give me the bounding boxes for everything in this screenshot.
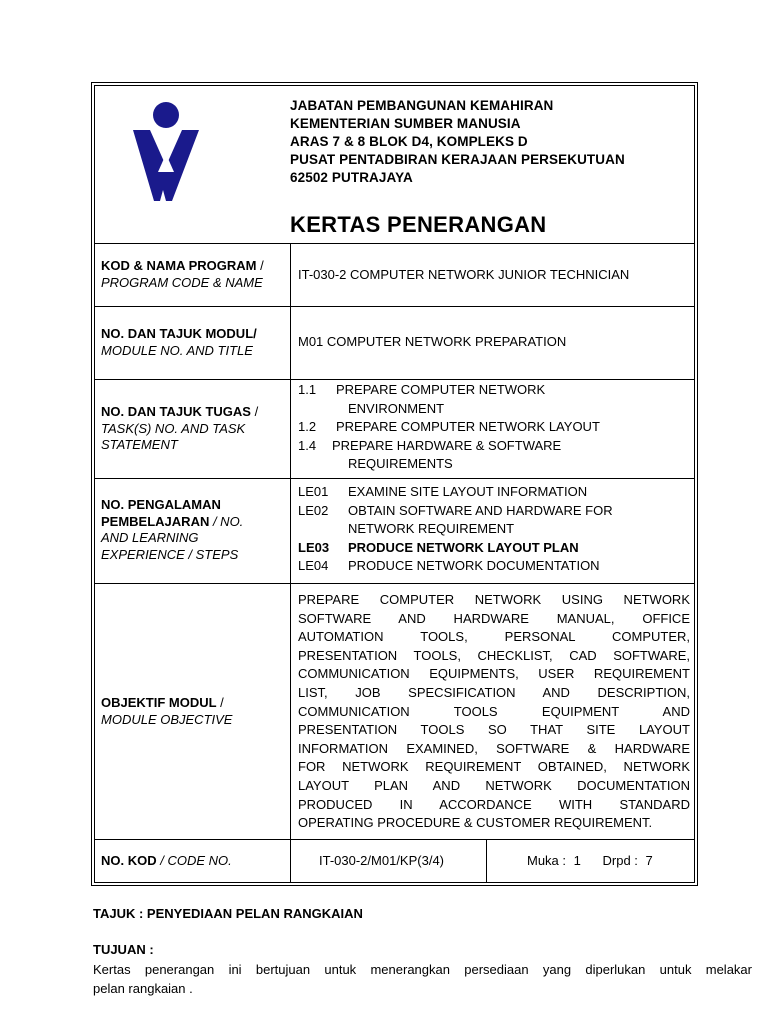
objective-line: SOFTWARE AND HARDWARE MANUAL, OFFICE <box>298 610 690 626</box>
experience-label <box>101 497 286 563</box>
experience-text: OBTAIN SOFTWARE AND HARDWARE FOR <box>348 502 613 518</box>
objective-line: FOR NETWORK REQUIREMENT OBTAINED, NETWORK <box>298 759 690 775</box>
total-pages: 7 <box>645 853 653 868</box>
task-number: 1.4 <box>298 437 317 453</box>
document-title: KERTAS PENERANGAN <box>290 212 547 237</box>
task-text: PREPARE COMPUTER NETWORK <box>336 382 546 397</box>
program-value: IT-030-2 COMPUTER NETWORK JUNIOR TECHNICIAN <box>298 267 630 282</box>
task-item-continuation: REQUIREMENTS <box>348 456 453 472</box>
objective-line: LAYOUT PLAN AND NETWORK DOCUMENTATION <box>298 777 690 793</box>
page-number: 1 <box>573 853 581 868</box>
row-divider <box>94 379 695 380</box>
experience-text: PRODUCE NETWORK LAYOUT PLAN <box>348 539 579 555</box>
experience-item <box>298 557 613 576</box>
label-italic: PROGRAM CODE & NAME <box>101 274 263 290</box>
total-pages-label: Drpd : <box>602 853 638 868</box>
objective-text <box>298 591 690 833</box>
row-divider <box>94 243 695 244</box>
objective-line: PRESENTATION TOOLS, CHECKLIST, CAD SOFTWARE, <box>298 647 690 663</box>
task-number: 1.1 <box>298 382 317 397</box>
address-line: ARAS 7 & 8 BLOK D4, KOMPLEKS D <box>290 134 528 149</box>
objective-line: OPERATING PROCEDURE & CUSTOMER REQUIREMENT. <box>298 815 653 831</box>
experience-code: LE03 <box>298 539 330 555</box>
row-divider <box>94 839 695 840</box>
objective-line: COMMUNICATION EQUIPMENTS, USER REQUIREMENT <box>298 666 690 682</box>
task-item-continuation: ENVIRONMENT <box>348 400 445 416</box>
label-italic: EXPERIENCE / STEPS <box>101 546 239 562</box>
experience-list <box>298 483 613 576</box>
label-italic: MODULE NO. AND TITLE <box>101 342 253 358</box>
objective-line: COMMUNICATION TOOLS EQUIPMENT AND <box>298 703 690 719</box>
task-text: PREPARE HARDWARE & SOFTWARE <box>332 437 562 453</box>
label-bold: NO. DAN TAJUK TUGAS <box>101 404 251 419</box>
row-divider <box>94 306 695 307</box>
task-item <box>298 418 600 437</box>
label-italic: / NO. <box>209 513 244 529</box>
page-label: Muka : <box>527 853 567 868</box>
experience-code: LE04 <box>298 558 329 574</box>
jpk-logo-icon <box>130 100 202 202</box>
label-bold: OBJEKTIF MODUL <box>101 695 217 710</box>
task-number: 1.2 <box>298 419 317 435</box>
label-separator: / <box>250 404 259 419</box>
objective-line: PREPARE COMPUTER NETWORK USING NETWORK <box>298 592 690 607</box>
objective-line: AUTOMATION TOOLS, PERSONAL COMPUTER, <box>298 629 690 645</box>
experience-item-continuation: NETWORK REQUIREMENT <box>348 521 515 537</box>
purpose-line: Kertas penerangan ini bertujuan untuk menerangkan persediaan yang diperlukan untuk melakar <box>93 962 752 977</box>
program-label <box>101 258 286 291</box>
objective-line: PRESENTATION TOOLS SO THAT SITE LAYOUT <box>298 722 690 738</box>
address-line: PUSAT PENTADBIRAN KERAJAAN PERSEKUTUAN <box>290 152 625 167</box>
topic-heading: TAJUK : PENYEDIAAN PELAN RANGKAIAN <box>93 906 363 921</box>
objective-line: LIST, JOB SPECSIFICATION AND DESCRIPTION, <box>298 684 690 700</box>
purpose-heading: TUJUAN : <box>93 942 154 957</box>
address-line: 62502 PUTRAJAYA <box>290 170 413 185</box>
label-italic: STATEMENT <box>101 437 178 452</box>
column-divider <box>486 839 487 883</box>
experience-item-current <box>298 539 613 558</box>
address-line: KEMENTERIAN SUMBER MANUSIA <box>290 116 521 131</box>
label-italic: TASK(S) NO. AND TASK <box>101 420 246 436</box>
label-separator: / <box>256 258 264 273</box>
label-italic: / CODE NO. <box>156 853 232 868</box>
label-bold: PEMBELAJARAN <box>101 513 210 529</box>
module-label <box>101 326 286 359</box>
label-italic: AND LEARNING <box>101 530 199 545</box>
page-info <box>527 853 653 868</box>
experience-item <box>298 502 613 521</box>
purpose-text <box>93 961 752 998</box>
experience-text: EXAMINE SITE LAYOUT INFORMATION <box>348 484 588 499</box>
task-item <box>298 381 600 400</box>
objective-line: PRODUCED IN ACCORDANCE WITH STANDARD <box>298 796 690 812</box>
purpose-line: pelan rangkaian . <box>93 980 193 996</box>
label-bold: NO. KOD <box>101 853 157 868</box>
column-divider <box>290 243 291 883</box>
label-separator: / <box>216 695 224 710</box>
experience-code: LE02 <box>298 502 329 518</box>
row-divider <box>94 583 695 584</box>
module-value: M01 COMPUTER NETWORK PREPARATION <box>298 334 567 349</box>
code-label <box>101 853 286 870</box>
label-bold: NO. DAN TAJUK MODUL/ <box>101 326 257 341</box>
objective-label <box>101 695 286 728</box>
row-divider <box>94 478 695 479</box>
objective-line: INFORMATION EXAMINED, SOFTWARE & HARDWARE <box>298 740 690 756</box>
address-line: JABATAN PEMBANGUNAN KEMAHIRAN <box>290 98 554 113</box>
label-italic: MODULE OBJECTIVE <box>101 711 233 727</box>
label-bold: KOD & NAMA PROGRAM <box>101 258 257 273</box>
task-item <box>298 437 600 456</box>
document-code: IT-030-2/M01/KP(3/4) <box>319 853 444 868</box>
experience-item <box>298 483 613 502</box>
tasks-list <box>298 381 600 474</box>
tasks-label <box>101 404 286 454</box>
experience-text: PRODUCE NETWORK DOCUMENTATION <box>348 558 600 574</box>
experience-code: LE01 <box>298 484 329 499</box>
agency-address <box>290 97 625 187</box>
label-bold: NO. PENGALAMAN <box>101 497 221 512</box>
task-text: PREPARE COMPUTER NETWORK LAYOUT <box>336 419 600 435</box>
